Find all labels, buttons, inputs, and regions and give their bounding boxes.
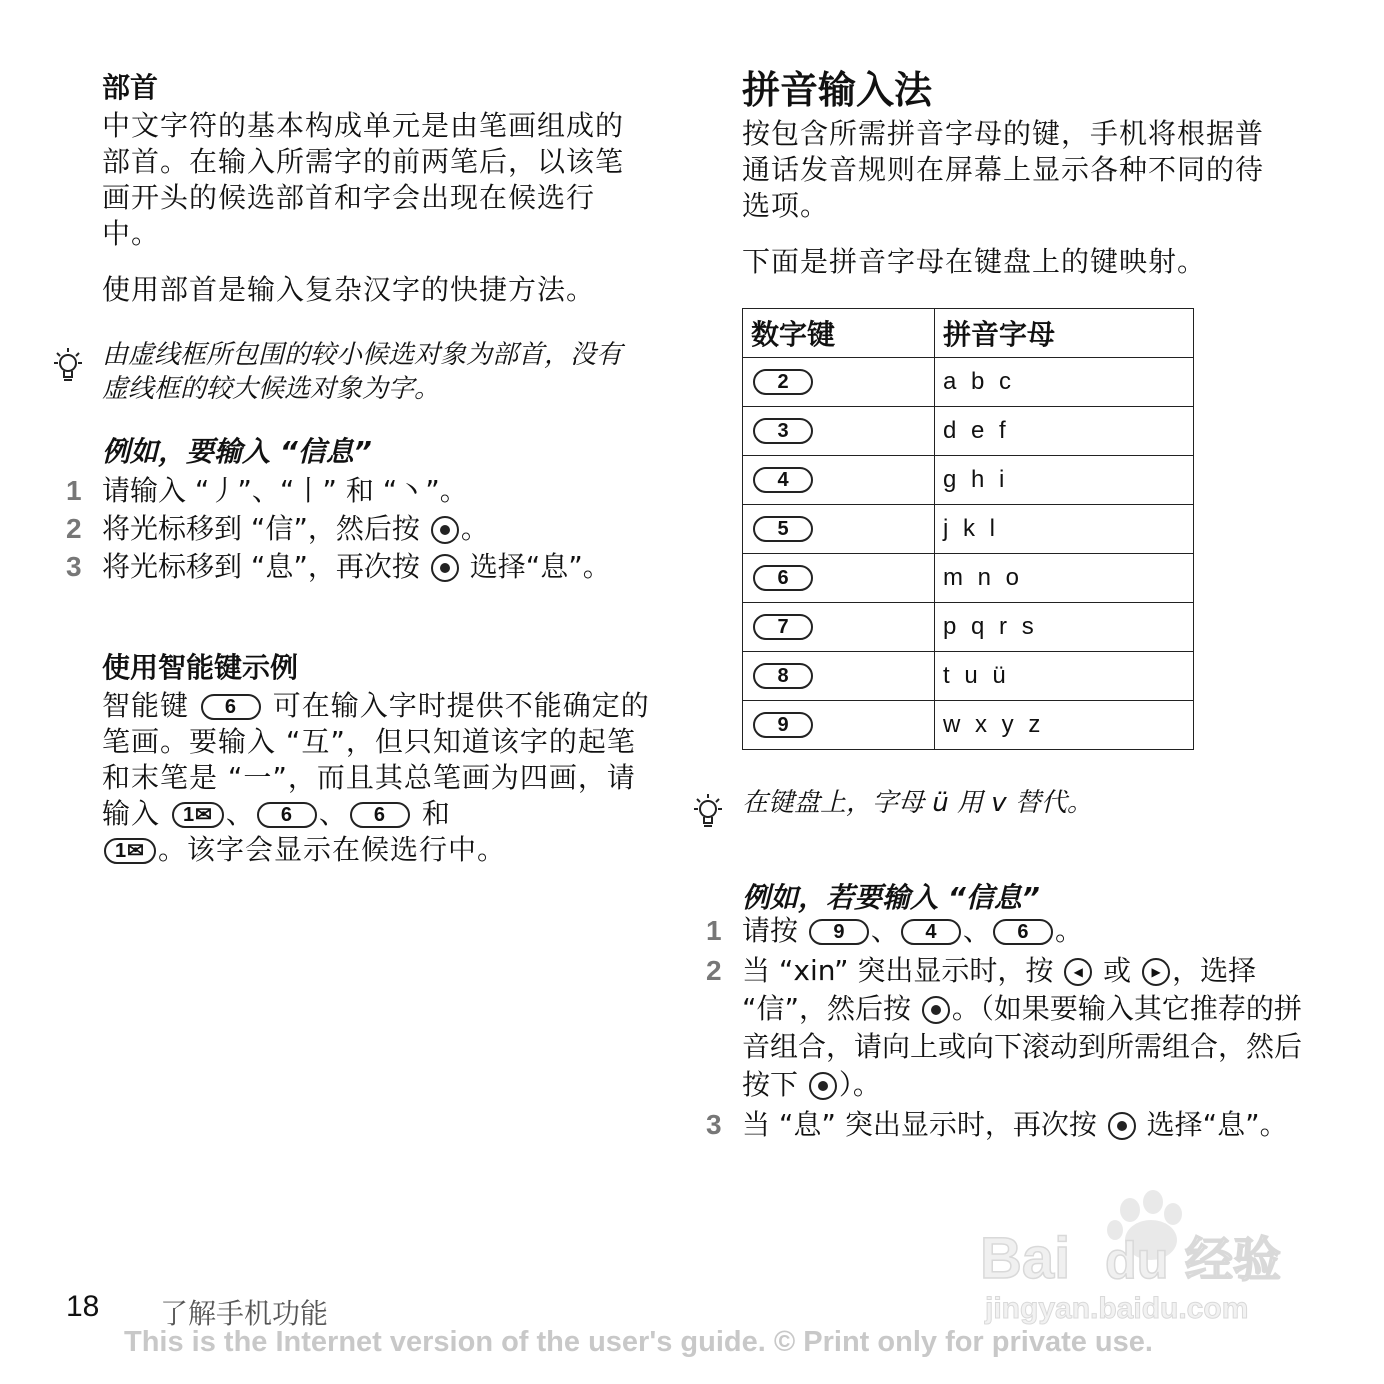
svg-text:经验: 经验 <box>1185 1232 1282 1288</box>
table-header-row <box>743 309 1194 358</box>
table-row <box>743 554 1194 603</box>
separator: 、 <box>318 797 348 830</box>
step-number: 3 <box>66 551 82 582</box>
table-row <box>743 505 1194 554</box>
key-4-icon: 4 <box>901 919 961 945</box>
step-text-post: 。 <box>460 512 489 545</box>
internet-version-notice: This is the Internet version of the user's guide. © Print only for private use. <box>124 1326 1153 1358</box>
key-icon: 7 <box>753 614 813 640</box>
select-key-icon <box>922 996 950 1024</box>
table-row <box>743 358 1194 407</box>
table-cell-letters: g h i <box>935 456 1194 505</box>
step-text-b: 选择“息”。 <box>1137 1108 1288 1141</box>
step-item <box>706 952 1306 1104</box>
table-cell-letters: p q r s <box>935 603 1194 652</box>
step-text-pre: 将光标移到 “信”，然后按 <box>102 512 429 545</box>
step-text <box>102 548 646 586</box>
table-row <box>743 603 1194 652</box>
step-number: 1 <box>706 915 722 946</box>
select-key-icon <box>1108 1112 1136 1140</box>
step-text-pre: 将光标移到 “息”，再次按 <box>102 550 429 583</box>
step-text <box>742 912 1306 950</box>
svg-text:jingyan.baidu.com: jingyan.baidu.com <box>985 1292 1249 1325</box>
key-icon: 4 <box>753 467 813 493</box>
nav-left-icon: ◀ <box>1064 958 1092 986</box>
select-key-icon <box>809 1072 837 1100</box>
table-cell-letters: m n o <box>935 554 1194 603</box>
table-header-letters: 拼音字母 <box>935 309 1194 358</box>
step-text <box>742 1106 1306 1144</box>
key-9-icon: 9 <box>809 919 869 945</box>
tip-radical-note: 由虚线框所包围的较小候选对象为部首，没有虚线框的较大候选对象为字。 <box>102 340 623 404</box>
table-cell-letters: a b c <box>935 358 1194 407</box>
radical-heading: 部首 <box>102 71 159 104</box>
separator: 、 <box>870 914 899 947</box>
table-cell-letters: j k l <box>935 505 1194 554</box>
example-heading-left: 例如，要输入 “信息” <box>102 435 372 468</box>
step-item <box>66 548 646 586</box>
step-text-b: ，选择 “信”，然后按 <box>742 954 1257 1025</box>
step-item <box>66 510 646 548</box>
svg-text:Bai: Bai <box>980 1226 1071 1291</box>
select-key-icon <box>431 516 459 544</box>
key-6-icon: 6 <box>201 694 261 720</box>
key-icon: 9 <box>753 712 813 738</box>
key-icon: 3 <box>753 418 813 444</box>
separator: 、 <box>225 797 255 830</box>
tip-lightbulb-icon <box>46 344 90 388</box>
step-item <box>706 912 1306 950</box>
step-text-d: ）。 <box>838 1068 881 1101</box>
step-number: 2 <box>706 955 722 986</box>
table-row <box>743 701 1194 750</box>
step-text-end: 。 <box>1054 914 1083 947</box>
step-number: 2 <box>66 513 82 544</box>
table-cell-letters: w x y z <box>935 701 1194 750</box>
smart-text-end: 。该字会显示在候选行中。 <box>158 833 507 866</box>
step-number: 1 <box>66 475 82 506</box>
key-icon: 2 <box>753 369 813 395</box>
steps-list-left <box>66 472 646 586</box>
step-text-c: 。（如果要输入其它推荐的拼音组合，请向上或向下滚动到所需组合，然后按下 <box>742 992 1303 1101</box>
example-heading-right: 例如，若要输入 “信息” <box>742 881 1040 914</box>
page-number: 18 <box>66 1290 100 1323</box>
table-row <box>743 407 1194 456</box>
table-cell-letters: d e f <box>935 407 1194 456</box>
and-text: 和 <box>411 797 451 830</box>
step-text-post: 选择“息”。 <box>460 550 611 583</box>
step-item <box>66 472 646 510</box>
table-row <box>743 456 1194 505</box>
smart-text-2: 可在输入字时提供不能确定的笔画。要输入 “互”，但只知道该字的起笔和末笔是 “一”，而且其总笔画为四画，请输入 <box>102 689 650 830</box>
step-text-a: 当 “息” 突出显示时，再次按 <box>742 1108 1106 1141</box>
baidu-jingyan-watermark-logo <box>975 1180 1305 1330</box>
table-row <box>743 652 1194 701</box>
svg-text:du: du <box>1105 1232 1169 1290</box>
smart-key-paragraph <box>102 688 658 868</box>
key-6-icon: 6 <box>993 919 1053 945</box>
smart-key-heading: 使用智能键示例 <box>102 651 299 684</box>
key-icon: 5 <box>753 516 813 542</box>
smart-text-1: 智能键 <box>102 689 199 722</box>
step-text-pre: 请按 <box>742 914 807 947</box>
separator: 、 <box>962 914 991 947</box>
pinyin-paragraph-1: 按包含所需拼音字母的键，手机将根据普通话发音规则在屏幕上显示各种不同的待选项。 <box>742 117 1265 222</box>
step-text <box>742 952 1306 1104</box>
key-1-voicemail-icon: 1✉ <box>104 838 156 864</box>
nav-right-icon: ▶ <box>1142 958 1170 986</box>
pinyin-paragraph-2: 下面是拼音字母在键盘上的键映射。 <box>742 245 1207 278</box>
section-title: 了解手机功能 <box>160 1297 329 1330</box>
pinyin-key-map-table <box>742 308 1194 750</box>
radical-paragraph-2: 使用部首是输入复杂汉字的快捷方法。 <box>102 273 596 306</box>
step-text: 请输入 “丿”、“丨” 和 “丶”。 <box>102 474 468 507</box>
key-1-voicemail-icon: 1✉ <box>172 802 224 828</box>
table-header-key: 数字键 <box>743 309 935 358</box>
step-text-or: 或 <box>1094 954 1141 987</box>
key-6-icon: 6 <box>257 802 317 828</box>
key-icon: 8 <box>753 663 813 689</box>
tip-u-umlaut-note: 在键盘上，字母 ü 用 v 替代。 <box>742 788 1093 818</box>
steps-list-right <box>706 912 1306 1144</box>
key-icon: 6 <box>753 565 813 591</box>
select-key-icon <box>431 554 459 582</box>
radical-paragraph-1: 中文字符的基本构成单元是由笔画组成的部首。在输入所需字的前两笔后，以该笔画开头的候选部首和字会出现在候选行中。 <box>102 109 625 250</box>
table-cell-letters: t u ü <box>935 652 1194 701</box>
key-6-icon: 6 <box>350 802 410 828</box>
step-number: 3 <box>706 1109 722 1140</box>
pinyin-heading: 拼音输入法 <box>742 68 933 112</box>
tip-lightbulb-icon <box>686 790 730 834</box>
step-text-a: 当 “xin” 突出显示时，按 <box>742 954 1063 987</box>
step-text <box>102 510 646 548</box>
step-item <box>706 1106 1306 1144</box>
